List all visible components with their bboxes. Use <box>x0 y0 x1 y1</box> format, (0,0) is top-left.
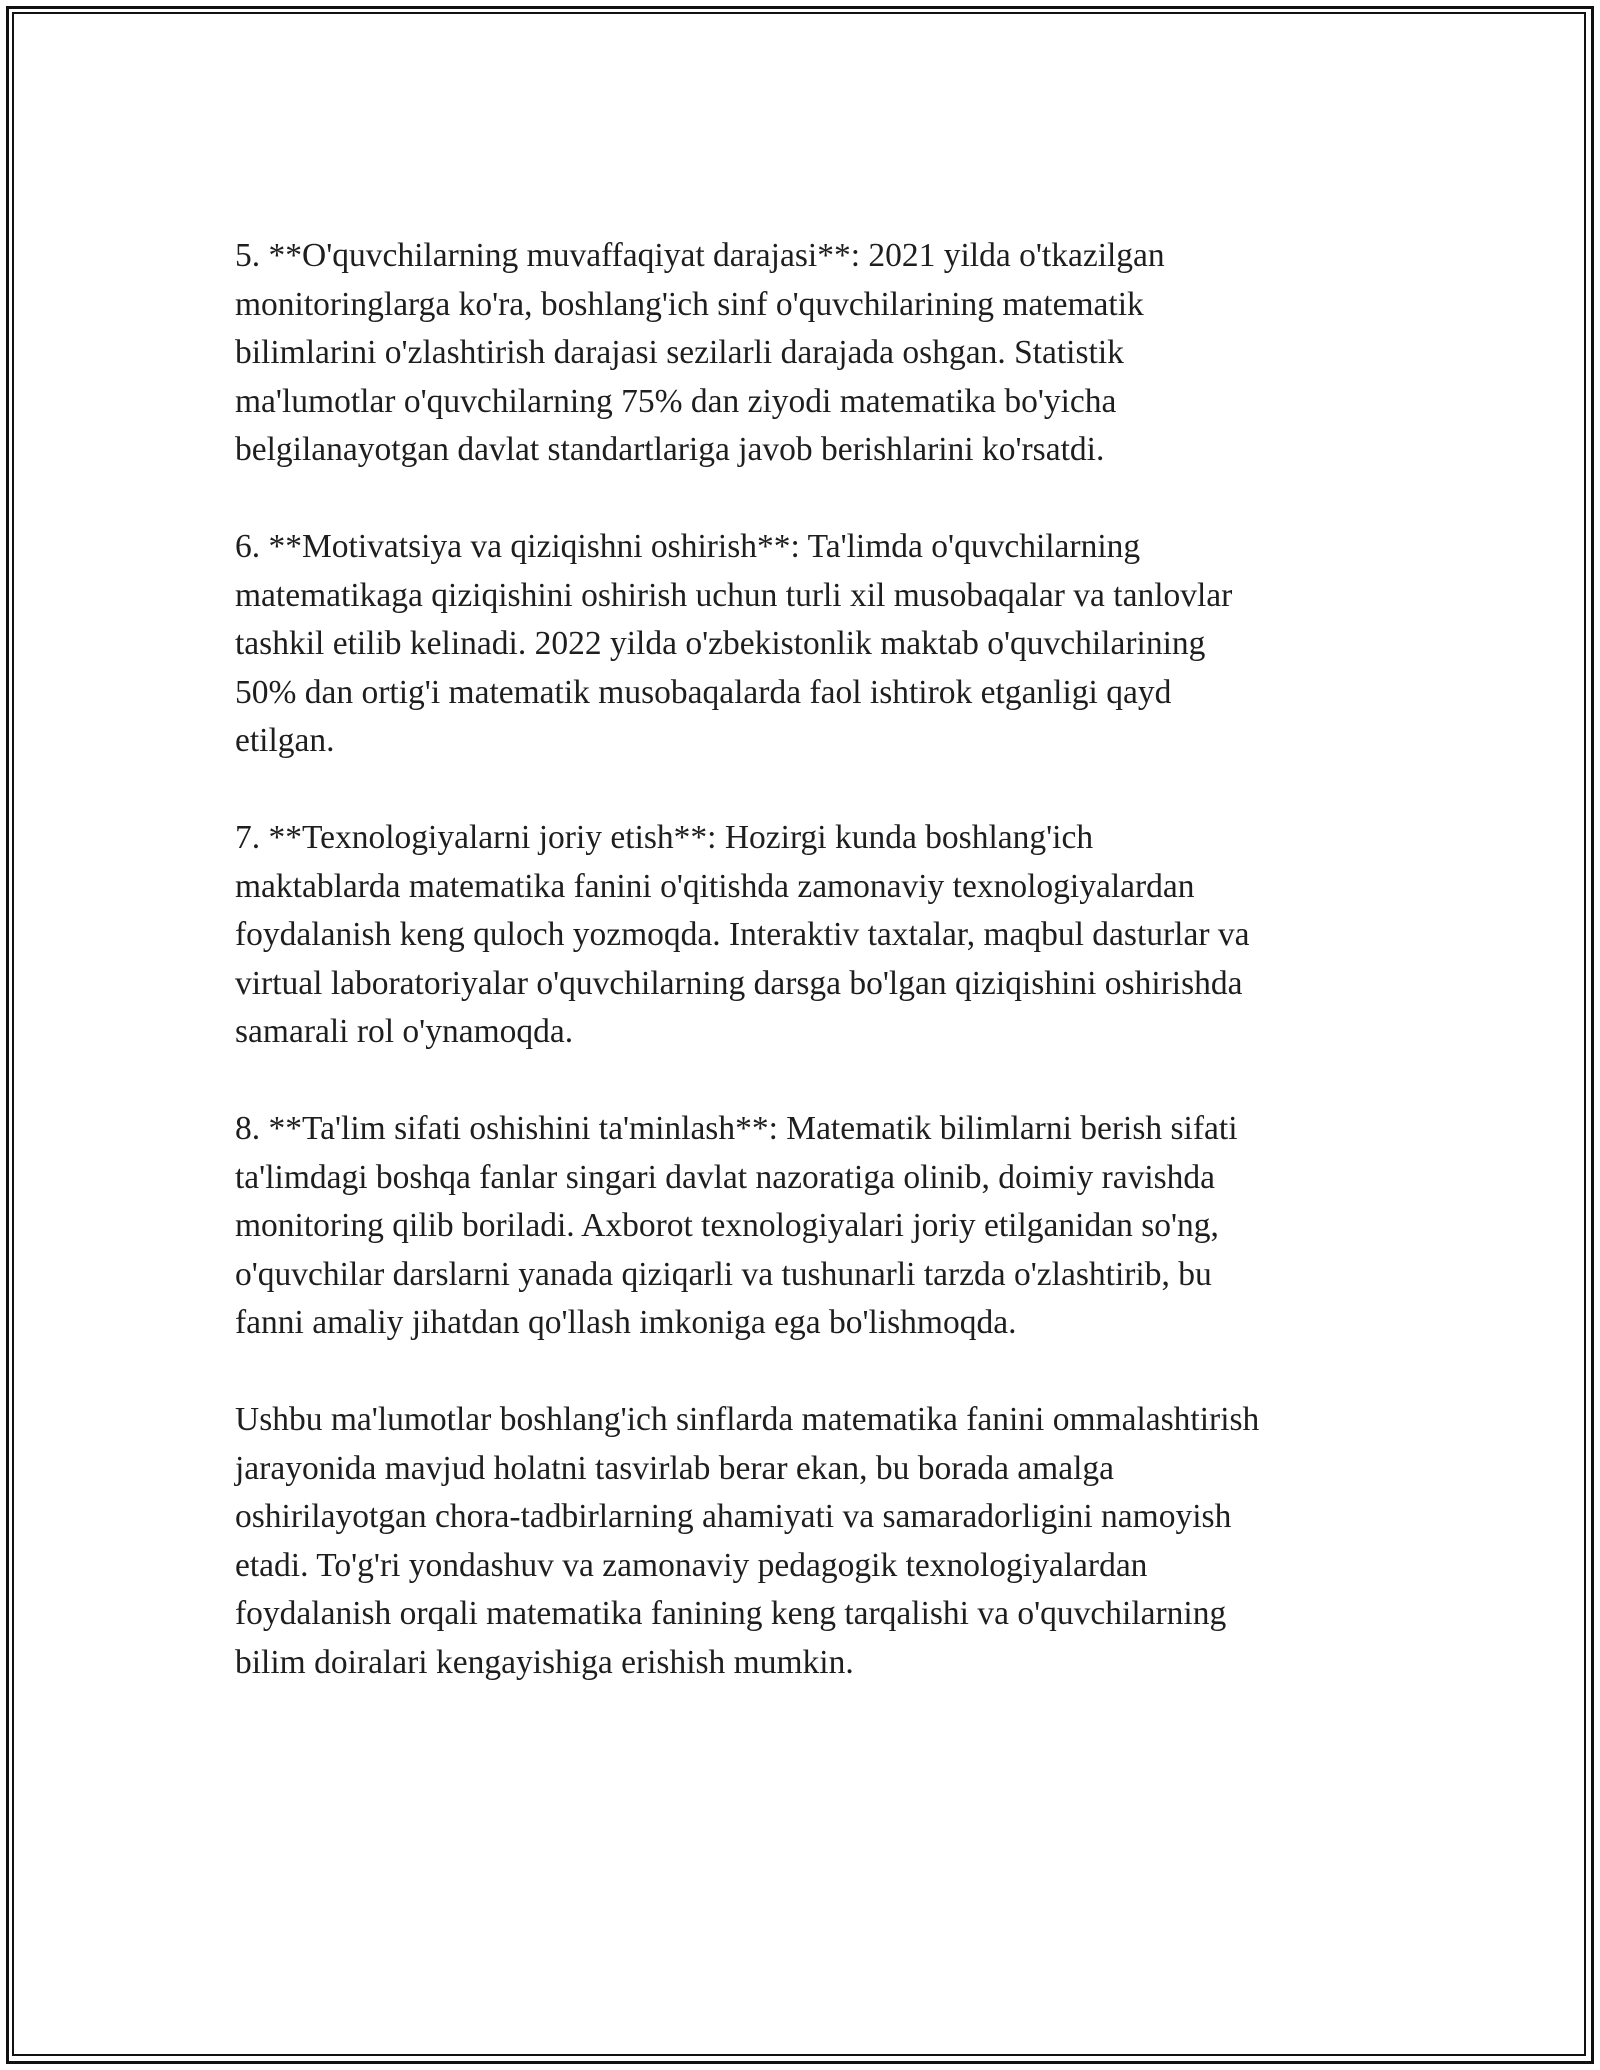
paragraph-item-7: 7. **Texnologiyalarni joriy etish**: Hozirgi kunda boshlang'ich maktablarda matematika fanini o'qitishda zamonaviy texnologiyalardan foydalanish keng quloch yozmoqda. Interaktiv taxtalar, maqbul dasturlar va virtual laboratoriyalar o'quvchilarning darsga bo'lgan qiziqishini oshirishda samarali rol o'ynamoqda. <box>235 819 1250 1050</box>
paragraph-conclusion: Ushbu ma'lumotlar boshlang'ich sinflarda matematika fanini ommalashtirish jarayonida mavjud holatni tasvirlab berar ekan, bu borada amalga oshirilayotgan chora-tadbirlarning ahamiyati va samaradorligini namoyish etadi. To'g'ri yondashuv va zamonaviy pedagogik texnologiyalardan foydalanish orqali matematika fanining keng tarqalishi va o'quvchilarning bilim doiralari kengayishiga erishish mumkin. <box>235 1401 1260 1681</box>
document-body <box>235 232 1385 1687</box>
paragraph-item-5: 5. **O'quvchilarning muvaffaqiyat darajasi**: 2021 yilda o'tkazilgan monitoringlarga ko'ra, boshlang'ich sinf o'quvchilarining matematik bilimlarini o'zlashtirish darajasi sezilarli darajada oshgan. Statistik ma'lumotlar o'quvchilarning 75% dan ziyodi matematika bo'yicha belgilanayotgan davlat standartlariga javob berishlarini ko'rsatdi. <box>235 237 1165 468</box>
paragraph-item-6: 6. **Motivatsiya va qiziqishni oshirish**: Ta'limda o'quvchilarning matematikaga qiziqishini oshirish uchun turli xil musobaqalar va tanlovlar tashkil etilib kelinadi. 2022 yilda o'zbekistonlik maktab o'quvchilarining 50% dan ortig'i matematik musobaqalarda faol ishtirok etganligi qayd etilgan. <box>235 528 1233 759</box>
paragraph-item-8: 8. **Ta'lim sifati oshishini ta'minlash**: Matematik bilimlarni berish sifati ta'limdagi boshqa fanlar singari davlat nazoratiga olinib, doimiy ravishda monitoring qilib boriladi. Axborot texnologiyalari joriy etilganidan so'ng, o'quvchilar darslarni yanada qiziqarli va tushunarli tarzda o'zlashtirib, bu fanni amaliy jihatdan qo'llash imkoniga ega bo'lishmoqda. <box>235 1110 1238 1341</box>
